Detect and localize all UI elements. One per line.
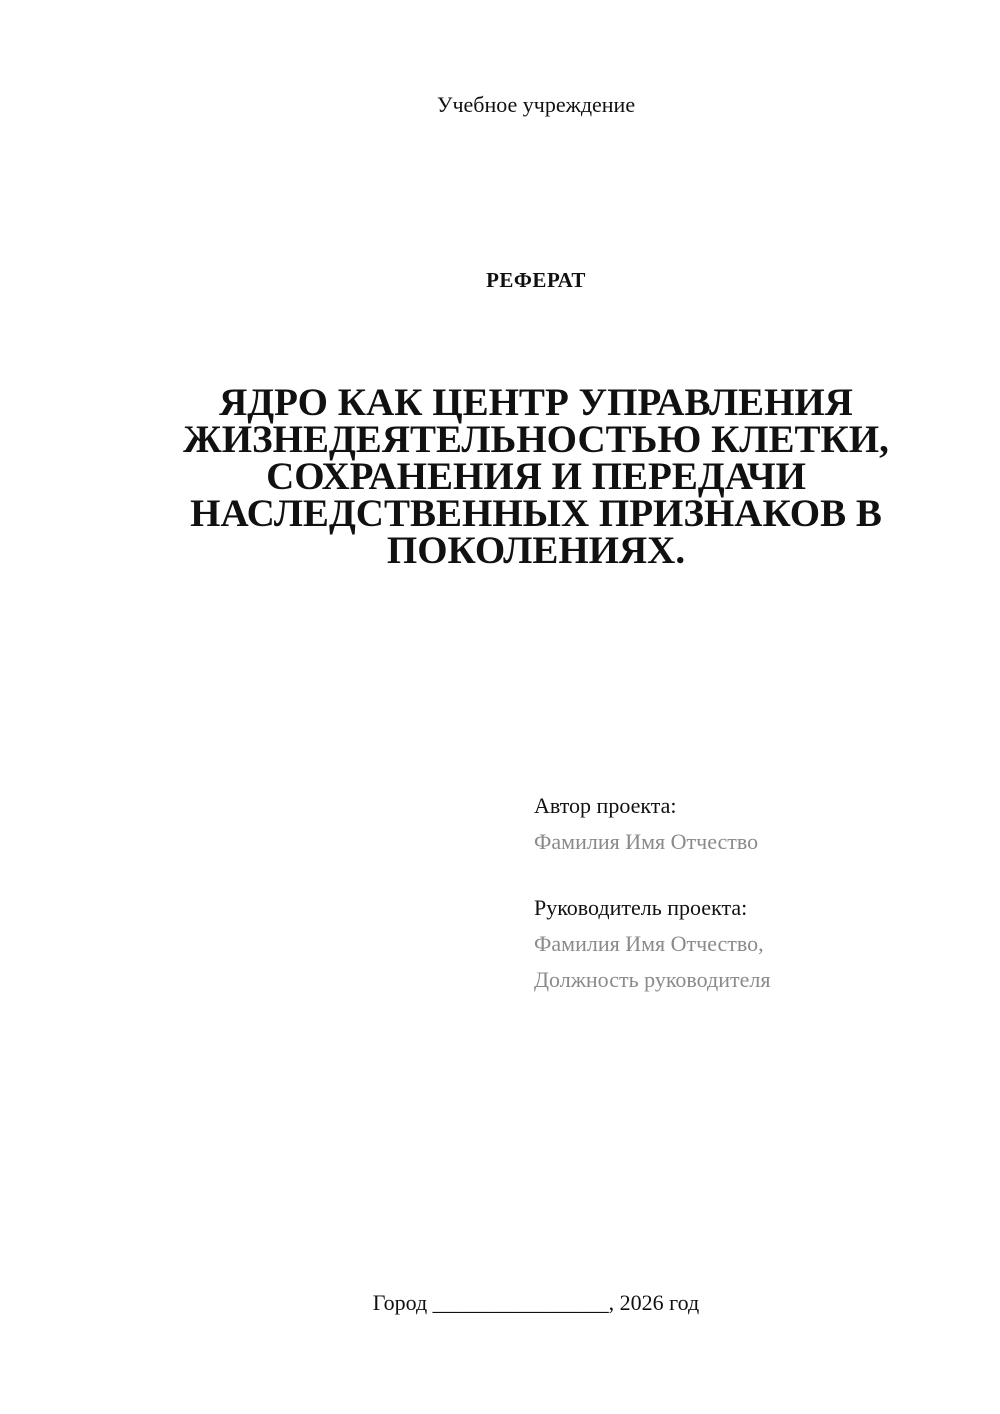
title-line: НАСЛЕДСТВЕННЫХ ПРИЗНАКОВ В [190, 492, 882, 535]
meta-spacer [534, 860, 770, 890]
title-line: ПОКОЛЕНИЯХ. [386, 529, 686, 572]
supervisor-name: Фамилия Имя Отчество, [534, 931, 764, 956]
supervisor-position: Должность руководителя [534, 967, 771, 992]
document-type: РЕФЕРАТ [486, 268, 586, 292]
city-year-line: Город ________________, 2026 год [372, 1290, 700, 1315]
title-line: ЖИЗНЕДЕЯТЕЛЬНОСТЬЮ КЛЕТКИ, [183, 418, 889, 461]
institution-name: Учебное учреждение [436, 92, 636, 117]
project-meta [534, 788, 770, 998]
author-label: Автор проекта: [534, 793, 677, 818]
supervisor-label: Руководитель проекта: [534, 895, 748, 920]
title-line: СОХРАНЕНИЯ И ПЕРЕДАЧИ [266, 455, 806, 498]
title-line: ЯДРО КАК ЦЕНТР УПРАВЛЕНИЯ [219, 381, 853, 424]
author-name: Фамилия Имя Отчество [534, 829, 759, 854]
document-title [150, 381, 922, 572]
